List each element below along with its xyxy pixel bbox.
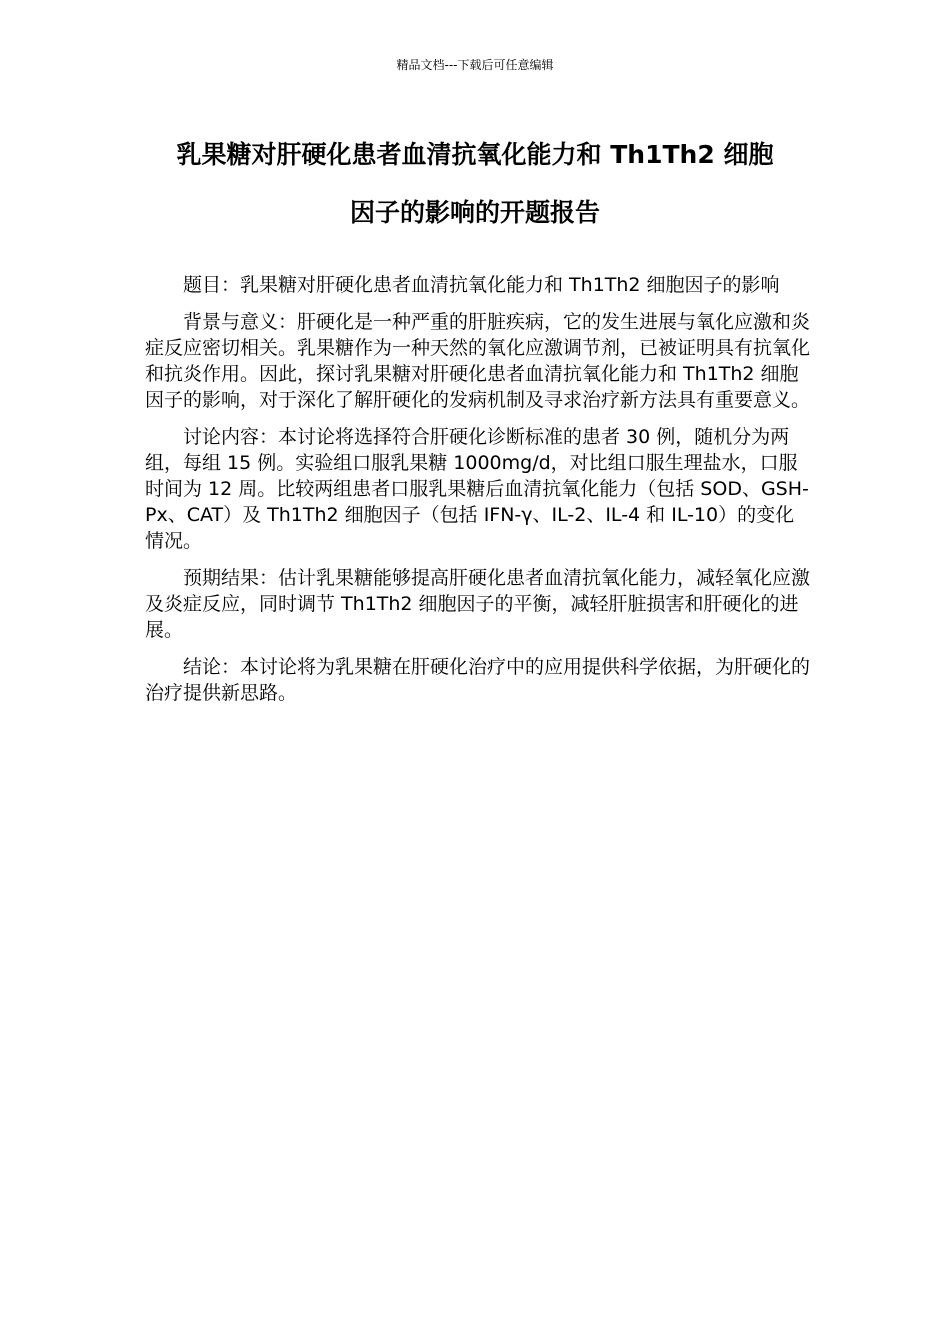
document-body xyxy=(145,272,810,717)
paragraph-conclusion: 结论：本讨论将为乳果糖在肝硬化治疗中的应用提供科学依据，为肝硬化的治疗提供新思路。 xyxy=(145,656,811,704)
header-note: 精品文档---下载后可任意编辑 xyxy=(396,58,554,72)
paragraph-background: 背景与意义：肝硬化是一种严重的肝脏疾病，它的发生进展与氧化应激和炎症反应密切相关。乳果糖作为一种天然的氧化应激调节剂，已被证明具有抗氧化和抗炎作用。因此，探讨乳果糖对肝硬化患者血清抗氧化能力和 Th1Th2 细胞因子的影响，对于深化了解肝硬化的发病机制及寻求治疗新方法具有重要意义。 xyxy=(145,311,811,411)
paragraph-expected-results: 预期结果：估计乳果糖能够提高肝硬化患者血清抗氧化能力，减轻氧化应激及炎症反应，同时调节 Th1Th2 细胞因子的平衡，减轻肝脏损害和肝硬化的进展。 xyxy=(145,567,811,641)
paragraph-discussion: 讨论内容：本讨论将选择符合肝硬化诊断标准的患者 30 例，随机分为两组，每组 15 例。实验组口服乳果糖 1000mg/d，对比组口服生理盐水，口服时间为 12 周。比较两组患者口服乳果糖后血清抗氧化能力（包括 SOD、GSH-Px、CAT）及 Th1Th2 细胞因子（包括 IFN-γ、IL-2、IL-4 和 IL-10）的变化情况。 xyxy=(145,426,809,552)
document-title-line-2: 因子的影响的开题报告 xyxy=(349,198,600,227)
document-title-line-1: 乳果糖对肝硬化患者血清抗氧化能力和 Th1Th2 细胞 xyxy=(176,140,774,169)
paragraph-topic: 题目：乳果糖对肝硬化患者血清抗氧化能力和 Th1Th2 细胞因子的影响 xyxy=(183,274,780,296)
